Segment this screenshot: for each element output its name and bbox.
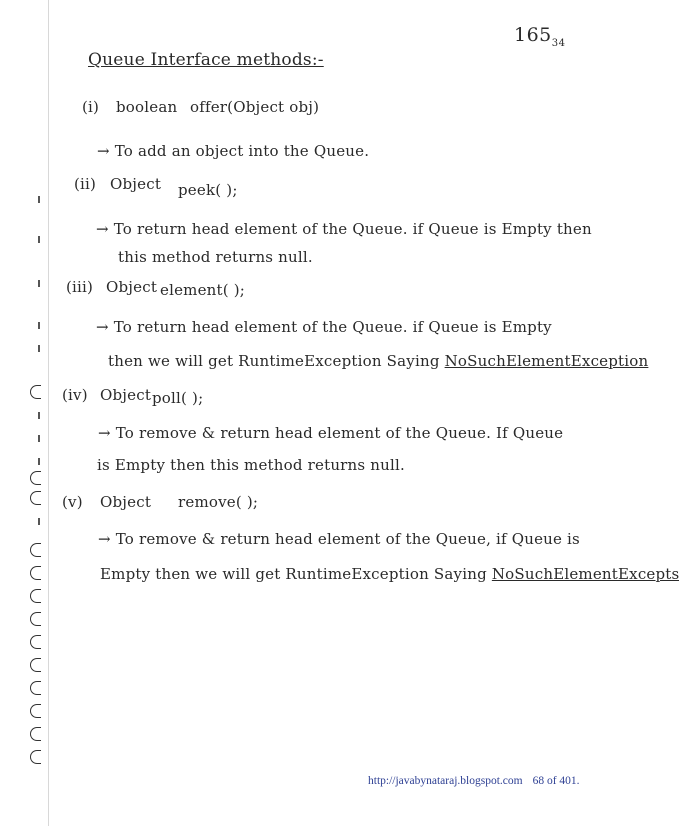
handwritten-page-number xyxy=(514,24,566,49)
method-return-type: Object xyxy=(106,278,158,296)
description-text: then we will get RuntimeException Saying xyxy=(108,352,440,370)
method-marker: (v) xyxy=(62,493,83,511)
binder-hole-mark xyxy=(30,681,41,695)
binder-hole-mark xyxy=(30,727,41,741)
margin-tick-mark xyxy=(38,435,40,442)
binder-hole-mark xyxy=(30,589,41,603)
method-signature: poll( ); xyxy=(152,389,204,407)
method-marker: (iv) xyxy=(62,386,88,404)
method-description: → To return head element of the Queue. if Queue is Empty xyxy=(96,318,552,336)
method-signature: remove( ); xyxy=(178,493,259,511)
method-description: → To add an object into the Queue. xyxy=(97,142,370,160)
method-description-continued: this method returns null. xyxy=(118,248,313,266)
method-return-type: boolean xyxy=(116,98,178,116)
method-marker: (ii) xyxy=(74,175,97,193)
binder-hole-mark xyxy=(30,658,41,672)
binder-hole-mark xyxy=(30,491,41,505)
exception-name: NoSuchElementExcepts xyxy=(491,565,679,583)
binder-hole-mark xyxy=(30,385,41,399)
binder-hole-mark xyxy=(30,704,41,718)
binder-hole-mark xyxy=(30,635,41,649)
margin-tick-mark xyxy=(38,412,40,419)
page-binding-edge xyxy=(48,0,49,826)
margin-tick-mark xyxy=(38,518,40,525)
binder-hole-mark xyxy=(30,543,41,557)
margin-tick-mark xyxy=(38,322,40,329)
footer-page-count: 68 of 401. xyxy=(532,775,580,787)
page-title: Queue Interface methods:- xyxy=(88,50,324,70)
binder-hole-mark xyxy=(30,750,41,764)
method-return-type: Object xyxy=(110,175,162,193)
method-description: → To remove & return head element of the Queue, if Queue is xyxy=(98,530,580,548)
page-number-main: 165 xyxy=(514,24,552,46)
method-signature: peek( ); xyxy=(178,181,238,199)
method-marker: (i) xyxy=(82,98,100,116)
page-number-sub: 34 xyxy=(551,37,566,49)
method-signature: offer(Object obj) xyxy=(190,98,320,116)
method-description-continued xyxy=(100,565,679,583)
method-marker: (iii) xyxy=(66,278,94,296)
binder-hole-mark xyxy=(30,566,41,580)
margin-tick-mark xyxy=(38,458,40,465)
margin-tick-mark xyxy=(38,345,40,352)
margin-tick-mark xyxy=(38,236,40,243)
method-description-continued: is Empty then this method returns null. xyxy=(97,456,405,474)
method-return-type: Object xyxy=(100,386,152,404)
method-description-continued xyxy=(108,352,648,370)
footer-url: http://javabynataraj.blogspot.com xyxy=(368,775,523,787)
method-description: → To remove & return head element of the Queue. If Queue xyxy=(98,424,564,442)
margin-tick-mark xyxy=(38,196,40,203)
description-text: Empty then we will get RuntimeException Saying xyxy=(100,565,487,583)
binder-hole-mark xyxy=(30,612,41,626)
method-return-type: Object xyxy=(100,493,152,511)
page-footer xyxy=(368,775,580,787)
margin-tick-mark xyxy=(38,280,40,287)
binder-hole-mark xyxy=(30,471,41,485)
method-description: → To return head element of the Queue. if Queue is Empty then xyxy=(96,220,592,238)
exception-name: NoSuchElementException xyxy=(444,352,649,370)
method-signature: element( ); xyxy=(160,281,246,299)
